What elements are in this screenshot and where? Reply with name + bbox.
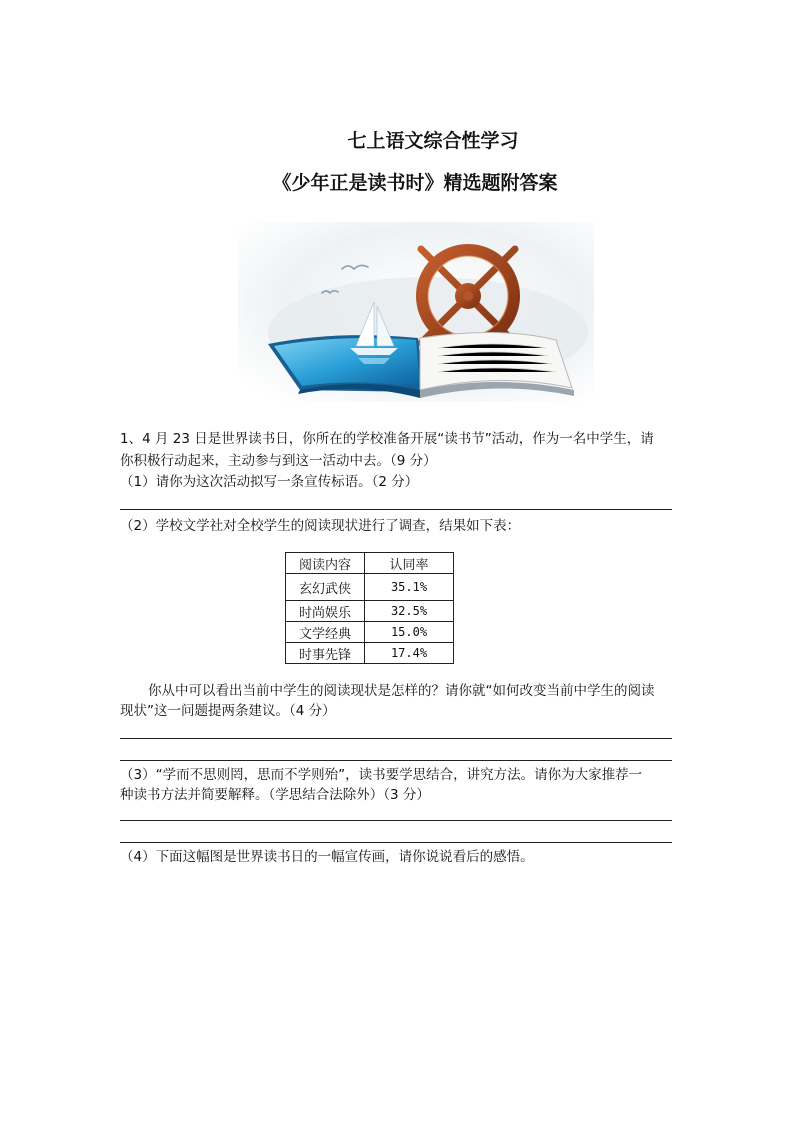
answer-line[interactable]	[120, 842, 672, 843]
table-cell: 玄幻武侠	[286, 574, 365, 601]
question-1-2: （2）学校文学社对全校学生的阅读现状进行了调查，结果如下表：	[120, 518, 521, 534]
book-helm-illustration	[238, 222, 594, 402]
table-header-cell: 阅读内容	[286, 553, 365, 574]
table-cell: 文学经典	[286, 622, 365, 643]
answer-line[interactable]	[120, 509, 672, 510]
page-subtitle: 《少年正是读书时》精选题附答案	[272, 172, 558, 194]
table-row	[286, 622, 454, 643]
table-cell: 17.4%	[365, 643, 454, 664]
table-row	[286, 643, 454, 664]
open-book-icon	[268, 332, 574, 398]
answer-line[interactable]	[120, 738, 672, 739]
question-1-2-prompt-line-2: 现状”这一问题提两条建议。（4 分）	[120, 703, 336, 719]
table-header-row	[286, 553, 454, 574]
table-row	[286, 601, 454, 622]
page-title: 七上语文综合性学习	[347, 130, 519, 152]
question-1-4: （4）下面这幅图是世界读书日的一幅宣传画，请你说说看后的感悟。	[120, 849, 534, 865]
question-1-1: （1）请你为这次活动拟写一条宣传标语。（2 分）	[120, 474, 419, 490]
question-1-2-prompt-line-1: 你从中可以看出当前中学生的阅读现状是怎样的？请你就“如何改变当前中学生的阅读	[148, 683, 655, 699]
table-cell: 32.5%	[365, 601, 454, 622]
answer-line[interactable]	[120, 820, 672, 821]
table-header-cell: 认同率	[365, 553, 454, 574]
survey-table	[285, 552, 454, 664]
question-1-line-2: 你积极行动起来，主动参与到这一活动中去。（9 分）	[120, 453, 437, 469]
question-1-3-line-2: 种读书方法并简要解释。（学思结合法除外）（3 分）	[120, 787, 430, 803]
table-cell: 15.0%	[365, 622, 454, 643]
table-cell: 35.1%	[365, 574, 454, 601]
answer-line[interactable]	[120, 760, 672, 761]
table-row	[286, 574, 454, 601]
table-cell: 时事先锋	[286, 643, 365, 664]
table-cell: 时尚娱乐	[286, 601, 365, 622]
question-1-line-1: 1、4 月 23 日是世界读书日，你所在的学校准备开展“读书节”活动，作为一名中学生，请	[120, 431, 654, 447]
question-1-3-line-1: （3）“学而不思则罔，思而不学则殆”，读书要学思结合，讲究方法。请你为大家推荐一	[120, 767, 643, 783]
